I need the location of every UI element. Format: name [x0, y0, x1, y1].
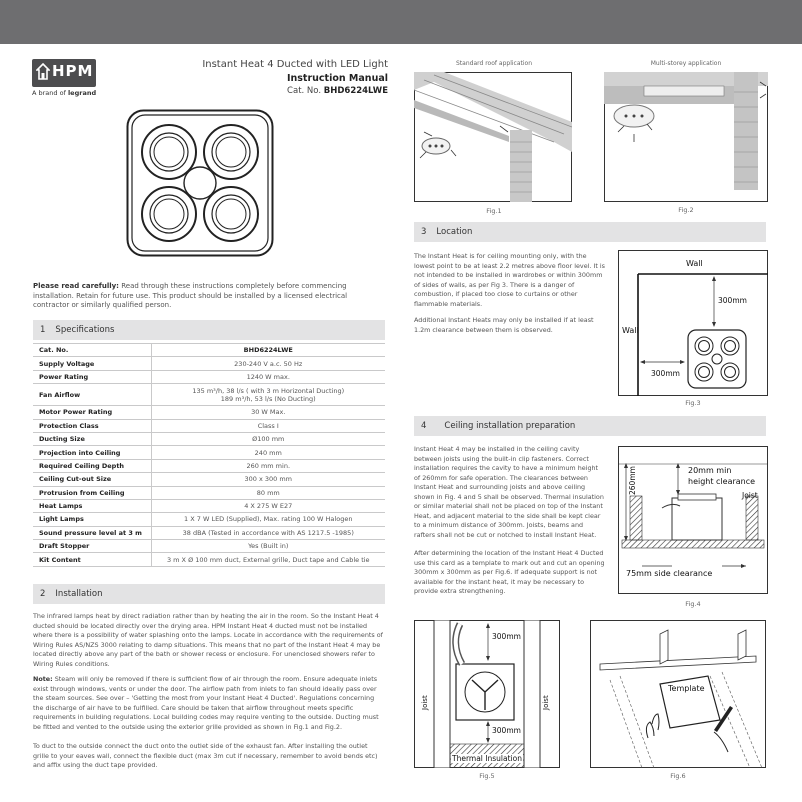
intro-paragraph: Please read carefully: Read through these instructions completely before commencing installation. Retain for future use. This product should be installed by a licensed electrical contractor or similarly qualified person. [33, 282, 348, 309]
section-specifications-header: 1 Specifications [33, 320, 385, 340]
fig4-clearance-line1: 20mm min [688, 466, 732, 475]
fig1-label: Fig.1 [486, 207, 502, 215]
multi-storey-illustration [604, 72, 768, 202]
specifications-table [33, 343, 385, 567]
table-row: Kit Content 3 m X Ø 100 mm duct, External grille, Duct tape and Cable tie [33, 553, 385, 566]
table-row: Ceiling Cut-out Size 300 x 300 mm [33, 473, 385, 486]
table-row: Protrusion from Ceiling 80 mm [33, 486, 385, 499]
fig3-wall-top-label: Wall [686, 259, 703, 268]
table-row: Supply Voltage 230-240 V a.c. 50 Hz [33, 357, 385, 370]
fig6-label: Fig.6 [670, 772, 686, 780]
fig5-top-dim: 300mm [492, 632, 521, 641]
table-row: Ducting Size Ø100 mm [33, 432, 385, 445]
fig3-dim-right: 300mm [718, 296, 747, 305]
table-row: Power Rating 1240 W max. [33, 370, 385, 383]
fig2-title: Multi-storey application [650, 60, 722, 67]
house-logo-icon [36, 63, 50, 81]
section-installation-header: 2 Installation [33, 584, 385, 604]
brand-line: A brand of legrand [32, 89, 97, 97]
table-row: Draft Stopper Yes (Built in) [33, 540, 385, 553]
table-row: Required Ceiling Depth 260 mm min. [33, 459, 385, 472]
location-clearance-diagram [618, 250, 768, 396]
table-row: Fan Airflow 135 m³/h, 38 l/s ( with 3 m Horizontal Ducting) 189 m³/h, 53 l/s (No Ducting) [33, 384, 385, 406]
location-paragraph-2: Additional Instant Heats may only be installed if at least 1.2m clearance between them is observed. [414, 316, 594, 334]
fig5-joist-right: Joist [542, 695, 550, 710]
table-row: Projection into Ceiling 240 mm [33, 446, 385, 459]
table-row: Light Lamps 1 X 7 W LED (Supplied), Max. rating 100 W Halogen [33, 513, 385, 526]
fig5-joist-left: Joist [421, 695, 429, 710]
fig2-label: Fig.2 [678, 206, 694, 214]
table-row: Motor Power Rating 30 W Max. [33, 406, 385, 419]
installation-paragraph-1: The infrared lamps heat by direct radiation rather than by heating the air in the room. So the Instant Heat 4 ducted should be located directly over the drying area. HPM Instant Heat 4 ducted must not be installed where there is a possibility of water splashing onto the lamps. Locate in accordance with the requirements of Wiring Rules AS/NZS 3000 relating to damp situations. This means that no part of the Instant Heat 4 may be located directly above any part of the bath or shower recess or enclosure. For unenclosed showers refer to Wiring Rules conditions. [33, 612, 383, 668]
fig5-bottom-dim: 300mm [492, 726, 521, 735]
fig4-label: Fig.4 [685, 600, 701, 608]
installation-paragraph-2: Note: Steam will only be removed if there is sufficient flow of air through the room. Ensure adequate inlets exist through windows, vents or under the door. The airflow path from inlets to fan should ideally pass over the steam sources. See over – 'Getting the most from your Instant Heat 4 Ducted'. Regulations concerning the discharge of air have to be fulfilled. Care should be taken that airflow throughout meets specific requirements in building regulations. Local building codes may require venting to the outside. Ducting must be fitted and vented to the outside using the exterior grille provided as shown in Fig.1 and Fig.2. [33, 675, 379, 731]
logo-text: HPM [52, 62, 94, 80]
fig4-side-clearance: 75mm side clearance [626, 569, 713, 578]
fig4-depth-label: 260mm [628, 466, 637, 495]
fig3-dim-bottom: 300mm [651, 369, 680, 378]
location-paragraph-1: The Instant Heat is for ceiling mounting only, with the lowest point to be at least 2.2 metres above floor level. It is not intended to be installed in wardrobes or within 300mm of sides of walls, as per Fig 3. There is a danger of combustion, if placed too close to curtains or other flammable materials. [414, 252, 606, 308]
template-cutout-diagram [590, 620, 766, 768]
table-row: Sound pressure level at 3 m 38 dBA (Tested in accordance with AS 1217.5 -1985) [33, 526, 385, 539]
fig1-title: Standard roof application [456, 60, 532, 67]
fig3-wall-left-label: Wall [622, 326, 639, 335]
fig5-thermal-label: Thermal Insulation [452, 754, 522, 763]
fig6-template-label: Template [668, 684, 705, 693]
cat-number: Cat. No. BHD6224LWE [287, 86, 388, 96]
top-banner [0, 0, 802, 44]
table-header-row: Cat. No. BHD6224LWE [33, 344, 385, 357]
table-row: Protection Class Class I [33, 419, 385, 432]
product-front-illustration [126, 109, 274, 257]
fig4-clearance-line2: height clearance [688, 477, 756, 486]
product-title: Instant Heat 4 Ducted with LED Light [202, 59, 388, 70]
ceiling-paragraph-2: After determining the location of the Instant Heat 4 Ducted use this card as a template to mark out and cut an opening 300mm x 300mm as per Fig.6. If adequate support is not available for the instant heat, it may be necessary to provide extra strengthening. [414, 549, 605, 595]
ceiling-paragraph-1: Instant Heat 4 may be installed in the ceiling cavity between joists using the built-in clip fasteners. Correct installation requires the cavity to have a minimum height of 260mm for safe operation. The clearances between Instant Heat and surrounding joists and above ceiling shown in Fig. 4 and 5 shall be observed. Thermal insulation or similar material shall not be placed on top of the Instant Heat, and adjacent material to the side shall be kept clear to a minimum distance of 300mm. Joists, beams and rafters shall not be cut or notched to install Instant Heat. [414, 445, 604, 539]
standard-roof-illustration [414, 72, 572, 202]
section-location-header: 3 Location [414, 222, 766, 242]
joist-installation-diagram [414, 620, 560, 768]
manual-subtitle: Instruction Manual [286, 73, 388, 84]
section-ceiling-header: 4 Ceiling installation preparation [414, 416, 766, 436]
fig4-joist-label: Joist [742, 491, 758, 500]
fig3-label: Fig.3 [685, 399, 701, 407]
table-row: Heat Lamps 4 X 275 W E27 [33, 499, 385, 512]
installation-paragraph-3: To duct to the outside connect the duct onto the outlet side of the exhaust fan. After installing the outlet grille to your eaves wall, connect the flexible duct (max 3m cut if necessary, remember to avoid bends etc) and affix using the duct tape provided. [33, 742, 378, 769]
fig5-label: Fig.5 [479, 772, 495, 780]
